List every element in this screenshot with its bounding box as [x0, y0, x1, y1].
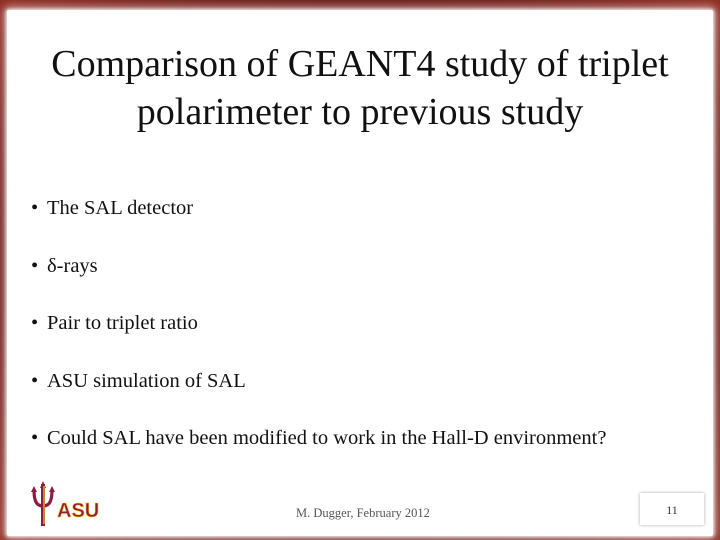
- bullet-glyph: •: [31, 197, 39, 219]
- bullet-glyph: •: [31, 254, 39, 277]
- bullet-list: [31, 196, 606, 484]
- page-number-box: [640, 493, 704, 525]
- bullet-text: ASU simulation of SAL: [47, 369, 246, 392]
- bullet-item: [31, 196, 606, 254]
- slide-title: [7, 40, 713, 136]
- title-line-1: Comparison of GEANT4 study of triplet: [51, 43, 669, 85]
- bullet-glyph: •: [31, 369, 39, 392]
- bullet-glyph: •: [31, 427, 39, 449]
- title-line-2: polarimeter to previous study: [136, 91, 584, 133]
- asu-logo: [23, 480, 113, 530]
- pitchfork-icon: [31, 481, 55, 526]
- bullet-item: [31, 369, 606, 427]
- asu-logo-text: ASU: [57, 500, 100, 522]
- bullet-text: The SAL detector: [47, 197, 194, 219]
- bullet-item: [31, 311, 606, 369]
- bullet-text: δ-rays: [47, 254, 98, 277]
- footer-author-date: M. Dugger, February 2012: [296, 506, 430, 520]
- bullet-glyph: •: [31, 312, 39, 334]
- bullet-item: [31, 254, 606, 312]
- bullet-item: [31, 426, 606, 484]
- page-number: 11: [666, 503, 678, 517]
- slide: [7, 10, 713, 536]
- bullet-text: Could SAL have been modified to work in the Hall-D environment?: [47, 427, 607, 449]
- bullet-text: Pair to triplet ratio: [47, 312, 198, 334]
